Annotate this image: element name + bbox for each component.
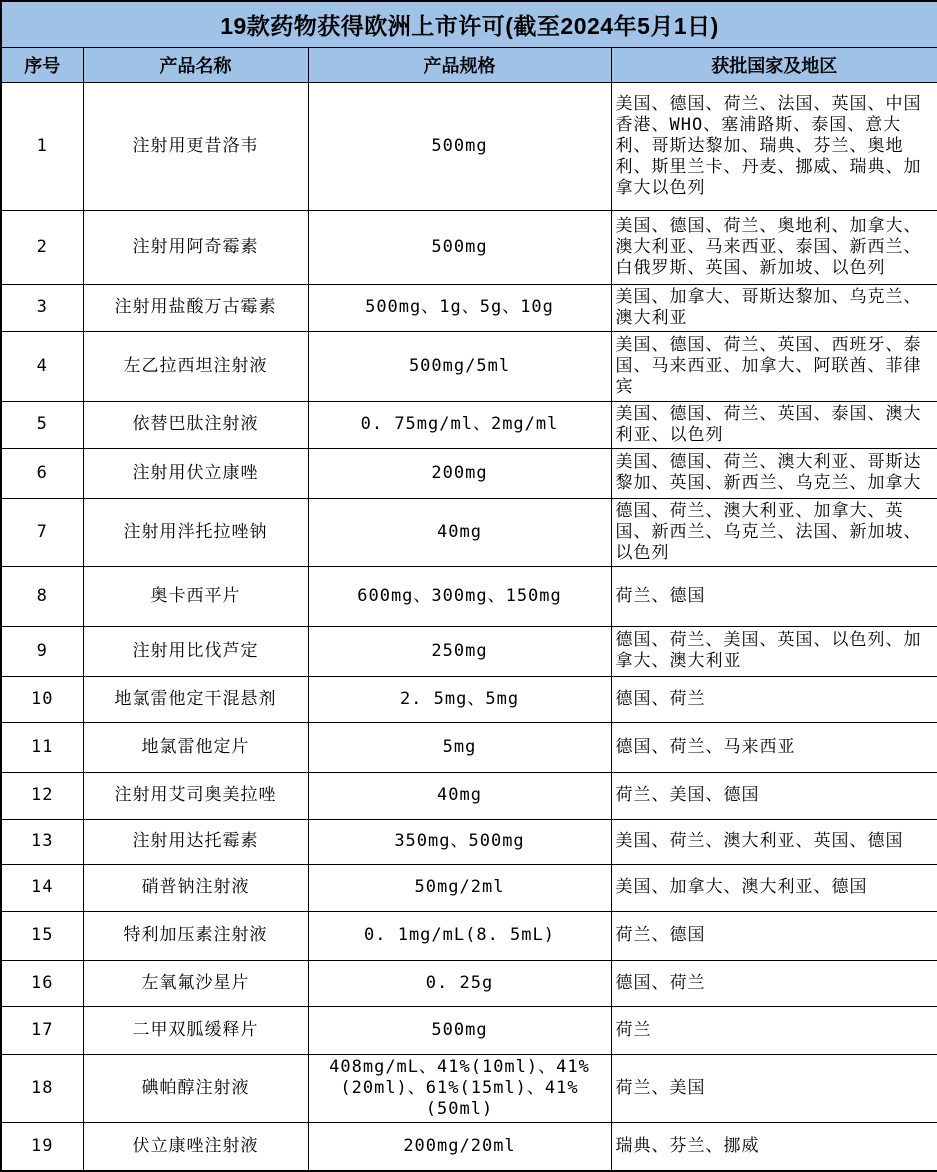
row-number: 6	[1, 448, 83, 498]
table-row	[1, 676, 937, 722]
product-spec: 500mg、1g、5g、10g	[308, 284, 611, 331]
table-row	[1, 772, 937, 819]
table-row	[1, 401, 937, 448]
product-name: 硝普钠注射液	[83, 864, 308, 911]
row-number: 5	[1, 401, 83, 448]
row-number: 8	[1, 566, 83, 626]
row-number: 7	[1, 498, 83, 566]
product-name: 碘帕醇注射液	[83, 1054, 308, 1122]
product-name: 注射用伏立康唑	[83, 448, 308, 498]
table-row	[1, 566, 937, 626]
product-name: 地氯雷他定片	[83, 722, 308, 772]
table-header-row	[1, 47, 937, 82]
approved-regions: 美国、荷兰、澳大利亚、英国、德国	[611, 819, 937, 864]
table-title-row	[1, 1, 937, 47]
product-name: 注射用阿奇霉素	[83, 210, 308, 284]
table-row	[1, 722, 937, 772]
table-row	[1, 210, 937, 284]
product-spec: 0. 25g	[308, 960, 611, 1006]
approved-regions: 荷兰、德国	[611, 911, 937, 960]
column-header-regions: 获批国家及地区	[611, 47, 937, 82]
approved-regions: 荷兰、德国	[611, 566, 937, 626]
product-spec: 500mg	[308, 210, 611, 284]
product-spec: 408mg/mL、41%(10ml)、41%(20ml)、61%(15ml)、41%(50ml)	[308, 1054, 611, 1122]
product-name: 注射用艾司奥美拉唑	[83, 772, 308, 819]
approved-regions: 德国、荷兰、美国、英国、以色列、加拿大、澳大利亚	[611, 626, 937, 676]
product-name: 注射用盐酸万古霉素	[83, 284, 308, 331]
row-number: 19	[1, 1122, 83, 1171]
product-name: 注射用达托霉素	[83, 819, 308, 864]
table-row	[1, 960, 937, 1006]
approved-regions: 美国、加拿大、哥斯达黎加、乌克兰、澳大利亚	[611, 284, 937, 331]
product-spec: 600mg、300mg、150mg	[308, 566, 611, 626]
row-number: 15	[1, 911, 83, 960]
product-name: 注射用泮托拉唑钠	[83, 498, 308, 566]
product-spec: 40mg	[308, 772, 611, 819]
product-spec: 350mg、500mg	[308, 819, 611, 864]
row-number: 4	[1, 331, 83, 401]
product-spec: 500mg/5ml	[308, 331, 611, 401]
product-spec: 2. 5mg、5mg	[308, 676, 611, 722]
product-name: 依替巴肽注射液	[83, 401, 308, 448]
approved-regions: 荷兰、美国、德国	[611, 772, 937, 819]
product-spec: 0. 75mg/ml、2mg/ml	[308, 401, 611, 448]
row-number: 16	[1, 960, 83, 1006]
row-number: 17	[1, 1006, 83, 1054]
approved-regions: 美国、德国、荷兰、澳大利亚、哥斯达黎加、英国、新西兰、乌克兰、加拿大	[611, 448, 937, 498]
product-spec: 5mg	[308, 722, 611, 772]
product-spec: 50mg/2ml	[308, 864, 611, 911]
approved-regions: 德国、荷兰、马来西亚	[611, 722, 937, 772]
row-number: 10	[1, 676, 83, 722]
product-spec: 200mg	[308, 448, 611, 498]
row-number: 2	[1, 210, 83, 284]
product-spec: 250mg	[308, 626, 611, 676]
table-row	[1, 448, 937, 498]
approved-regions: 德国、荷兰	[611, 960, 937, 1006]
product-spec: 500mg	[308, 82, 611, 210]
approved-regions: 美国、德国、荷兰、英国、泰国、澳大利亚、以色列	[611, 401, 937, 448]
approved-regions: 德国、荷兰、澳大利亚、加拿大、英国、新西兰、乌克兰、法国、新加坡、以色列	[611, 498, 937, 566]
approved-regions: 美国、德国、荷兰、法国、英国、中国香港、WHO、塞浦路斯、泰国、意大利、哥斯达黎加、瑞典、芬兰、奥地利、斯里兰卡、丹麦、挪威、瑞典、加拿大以色列	[611, 82, 937, 210]
approved-regions: 瑞典、芬兰、挪威	[611, 1122, 937, 1171]
table-row	[1, 331, 937, 401]
row-number: 1	[1, 82, 83, 210]
column-header-spec: 产品规格	[308, 47, 611, 82]
product-name: 左乙拉西坦注射液	[83, 331, 308, 401]
product-name: 伏立康唑注射液	[83, 1122, 308, 1171]
product-spec: 200mg/20ml	[308, 1122, 611, 1171]
table-row	[1, 82, 937, 210]
product-spec: 0. 1mg/mL(8. 5mL)	[308, 911, 611, 960]
approved-regions: 美国、加拿大、澳大利亚、德国	[611, 864, 937, 911]
table-row	[1, 1006, 937, 1054]
product-spec: 500mg	[308, 1006, 611, 1054]
row-number: 12	[1, 772, 83, 819]
column-header-name: 产品名称	[83, 47, 308, 82]
product-name: 注射用更昔洛韦	[83, 82, 308, 210]
table-row	[1, 911, 937, 960]
table-row	[1, 819, 937, 864]
product-name: 二甲双胍缓释片	[83, 1006, 308, 1054]
table-row	[1, 626, 937, 676]
table-row	[1, 864, 937, 911]
product-name: 奥卡西平片	[83, 566, 308, 626]
product-name: 注射用比伐芦定	[83, 626, 308, 676]
row-number: 3	[1, 284, 83, 331]
table-row	[1, 498, 937, 566]
row-number: 11	[1, 722, 83, 772]
approved-regions: 荷兰	[611, 1006, 937, 1054]
product-name: 左氧氟沙星片	[83, 960, 308, 1006]
approved-regions: 荷兰、美国	[611, 1054, 937, 1122]
approved-regions: 德国、荷兰	[611, 676, 937, 722]
product-name: 地氯雷他定干混悬剂	[83, 676, 308, 722]
table-row	[1, 1054, 937, 1122]
product-spec: 40mg	[308, 498, 611, 566]
approved-regions: 美国、德国、荷兰、英国、西班牙、泰国、马来西亚、加拿大、阿联酋、菲律宾	[611, 331, 937, 401]
row-number: 9	[1, 626, 83, 676]
row-number: 13	[1, 819, 83, 864]
row-number: 14	[1, 864, 83, 911]
product-name: 特利加压素注射液	[83, 911, 308, 960]
row-number: 18	[1, 1054, 83, 1122]
column-header-no: 序号	[1, 47, 83, 82]
approved-regions: 美国、德国、荷兰、奥地利、加拿大、澳大利亚、马来西亚、泰国、新西兰、白俄罗斯、英国、新加坡、以色列	[611, 210, 937, 284]
table-row	[1, 284, 937, 331]
table-title: 19款药物获得欧洲上市许可(截至2024年5月1日)	[1, 1, 937, 47]
